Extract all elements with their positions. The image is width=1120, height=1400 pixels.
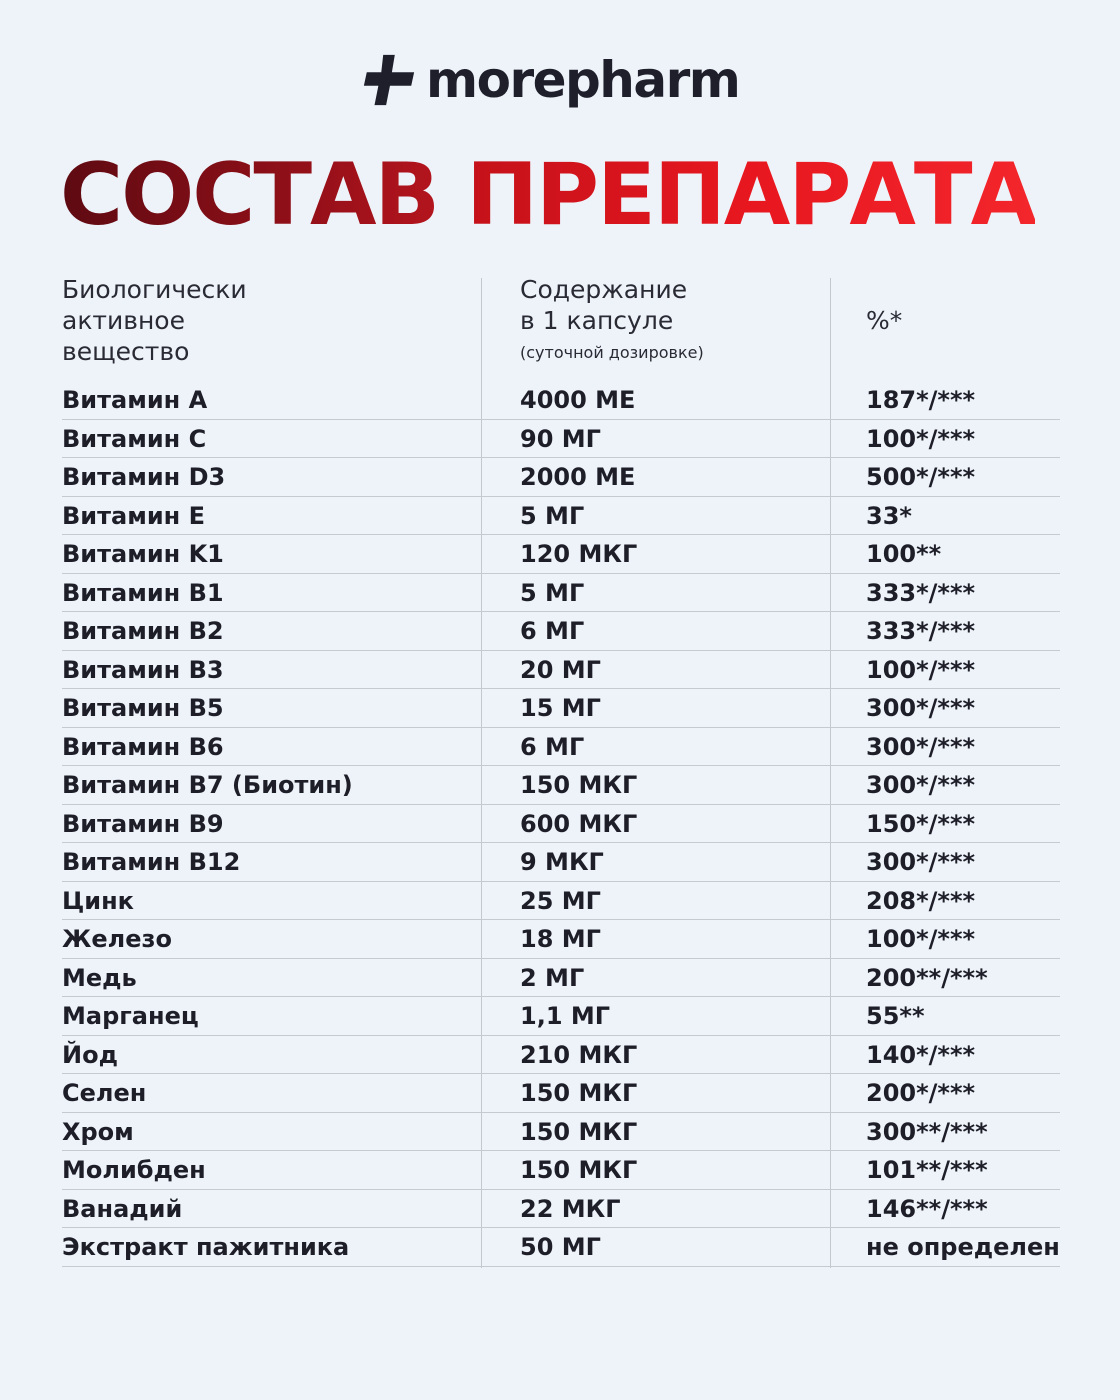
substance-amount: 90 МГ [520,424,601,453]
substance-percent: 208*/*** [866,886,976,915]
substance-percent: 500*/*** [866,463,976,491]
table-row [62,766,1060,805]
composition-table [62,381,1060,1267]
table-row [62,882,1060,921]
substance-amount: 600 МКГ [520,809,638,838]
header-content-line: в 1 капсуле [520,306,674,335]
substance-name: Витамин В5 [62,694,224,722]
table-row [62,651,1060,690]
header-content-note: (суточной дозировке) [520,343,704,362]
substance-percent: 150*/*** [866,809,976,838]
substance-name: Марганец [62,1002,199,1030]
table-row [62,1074,1060,1113]
substance-amount: 9 МКГ [520,848,604,876]
substance-percent: 146**/*** [866,1194,988,1223]
substance-amount: 150 МКГ [520,771,638,799]
substance-percent: 140*/*** [866,1040,976,1069]
substance-amount: 210 МКГ [520,1040,638,1069]
substance-percent: 101**/*** [866,1156,988,1184]
substance-percent: 187*/*** [866,386,976,414]
substance-name: Витамин В1 [62,578,224,607]
table-row [62,420,1060,459]
substance-percent: 33* [866,501,912,530]
substance-name: Хром [62,1117,134,1146]
table-row [62,497,1060,536]
substance-amount: 150 МКГ [520,1079,638,1107]
substance-name: Витамин В9 [62,809,224,838]
table-row [62,997,1060,1036]
page-title [60,140,1070,250]
substance-percent: 300*/*** [866,848,976,876]
table-row [62,959,1060,998]
substance-name: Витамин В6 [62,732,224,761]
substance-amount: 50 МГ [520,1233,601,1261]
substance-name: Экстракт пажитника [62,1233,350,1261]
substance-amount: 5 МГ [520,501,585,530]
substance-percent: 333*/*** [866,617,976,645]
substance-name: Витамин Е [62,501,205,530]
table-row [62,458,1060,497]
substance-amount: 150 МКГ [520,1156,638,1184]
substance-amount: 6 МГ [520,732,585,761]
substance-percent: 100*/*** [866,925,976,953]
brand-logo [360,50,739,110]
substance-amount: 25 МГ [520,886,601,915]
substance-amount: 18 МГ [520,925,601,953]
header-substance [62,274,247,367]
table-row [62,1036,1060,1075]
substance-amount: 22 МКГ [520,1194,621,1223]
table-row [62,381,1060,420]
substance-name: Железо [62,925,172,953]
substance-percent: 300*/*** [866,732,976,761]
substance-name: Селен [62,1079,147,1107]
substance-percent: не определен [866,1233,1060,1261]
substance-percent: 100*/*** [866,424,976,453]
header-substance-line: Биологически [62,275,247,304]
table-row [62,1151,1060,1190]
substance-name: Йод [62,1040,118,1069]
brand-name: morepharm [426,51,740,109]
substance-percent: 100** [866,540,942,568]
table-row [62,574,1060,613]
substance-amount: 20 МГ [520,655,601,684]
table-row [62,920,1060,959]
table-row [62,1228,1060,1267]
table-row [62,805,1060,844]
substance-amount: 2000 МЕ [520,463,636,491]
substance-name: Витамин D3 [62,463,226,491]
table-row [62,1113,1060,1152]
table-row [62,612,1060,651]
substance-name: Витамин В12 [62,848,241,876]
substance-percent: 333*/*** [866,578,976,607]
substance-percent: 55** [866,1002,925,1030]
substance-percent: 300*/*** [866,694,976,722]
header-percent-label: %* [866,306,903,335]
substance-name: Ванадий [62,1194,183,1223]
substance-amount: 5 МГ [520,578,585,607]
title-part-1: СОСТАВ [60,145,439,245]
substance-amount: 15 МГ [520,694,601,722]
substance-name: Медь [62,963,137,992]
substance-name: Витамин С [62,424,207,453]
substance-name: Витамин В2 [62,617,224,645]
table-row [62,689,1060,728]
substance-name: Витамин В3 [62,655,224,684]
table-row [62,1190,1060,1229]
substance-amount: 150 МКГ [520,1117,638,1146]
substance-percent: 200*/*** [866,1079,976,1107]
header-percent [866,305,902,336]
substance-name: Молибден [62,1156,206,1184]
substance-amount: 120 МКГ [520,540,638,568]
title-part-2: ПРЕПАРАТА [466,145,1036,245]
substance-amount: 6 МГ [520,617,585,645]
header-content-line: Содержание [520,275,688,304]
header-substance-line: вещество [62,337,190,366]
table-row [62,535,1060,574]
header-substance-line: активное [62,306,185,335]
substance-name: Витамин А [62,386,208,414]
substance-percent: 200**/*** [866,963,988,992]
table-row [62,843,1060,882]
table-row [62,728,1060,767]
substance-percent: 100*/*** [866,655,976,684]
morepharm-cross-icon [360,51,418,109]
substance-name: Витамин В7 (Биотин) [62,771,353,799]
substance-percent: 300**/*** [866,1117,988,1146]
substance-name: Цинк [62,886,134,915]
substance-amount: 1,1 МГ [520,1002,611,1030]
header-content [520,274,704,364]
substance-percent: 300*/*** [866,771,976,799]
substance-amount: 2 МГ [520,963,585,992]
substance-name: Витамин K1 [62,540,224,568]
substance-amount: 4000 МЕ [520,386,636,414]
